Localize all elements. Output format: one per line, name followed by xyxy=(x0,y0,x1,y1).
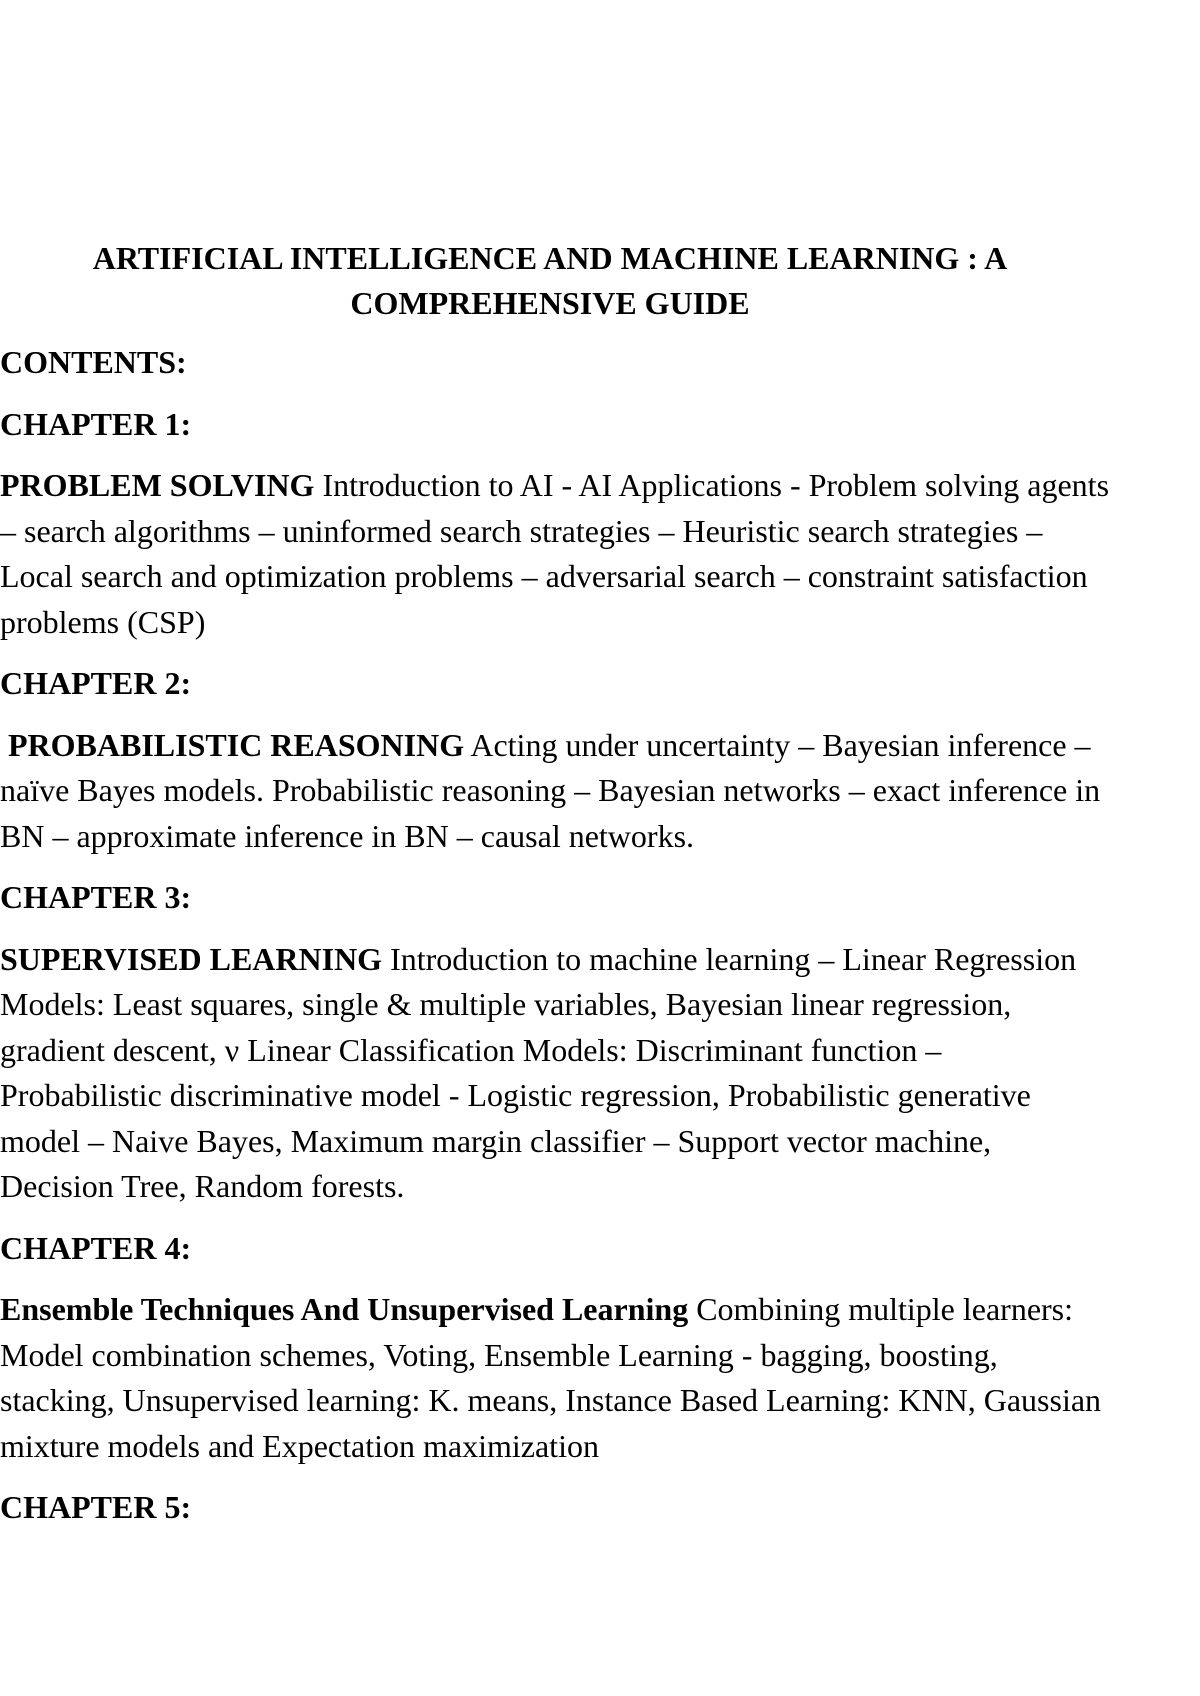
chapter-1-summary xyxy=(0,463,1110,645)
chapter-1-description: Introduction to AI - AI Applications - Problem solving agents – search algorithms – uninformed search strategies – Heuristic search strategies – Local search and optimization problems – adversarial search – constraint satisfaction problems (CSP) xyxy=(0,467,1110,640)
chapter-2-summary xyxy=(0,723,1110,860)
chapter-2-label: CHAPTER 2: xyxy=(0,665,192,701)
contents-label: CONTENTS: xyxy=(0,344,187,380)
chapter-1-label: CHAPTER 1: xyxy=(0,405,192,442)
chapter-4-label: CHAPTER 4: xyxy=(0,1229,192,1266)
document-title: ARTIFICIAL INTELLIGENCE AND MACHINE LEARNING : A COMPREHENSIVE GUIDE xyxy=(92,240,1008,321)
chapter-1-title: PROBLEM SOLVING xyxy=(0,467,315,503)
chapter-5-label: CHAPTER 5: xyxy=(0,1489,192,1525)
table-of-contents xyxy=(0,340,1110,1547)
chapter-2-description: Acting under uncertainty – Bayesian inference – naïve Bayes models. Probabilistic reasoning – Bayesian networks – exact inference in BN – approximate inference in BN – causal networks. xyxy=(0,726,1101,854)
chapter-4-title: Ensemble Techniques And Unsupervised Learning xyxy=(0,1291,689,1327)
chapter-2-title: PROBABILISTIC REASONING xyxy=(8,726,465,763)
chapter-3-description: Introduction to machine learning – Linear Regression Models: Least squares, single & multiple variables, Bayesian linear regression, gradient descent, ν Linear Classification Models: Discriminant function – Probabilistic discriminative model - Logistic regression, Probabilistic generative model – Naive Bayes, Maximum margin classifier – Support vector machine, Decision Tree, Random forests. xyxy=(0,940,1077,1204)
chapter-3-summary xyxy=(0,937,1110,1210)
chapter-4-description: Combining multiple learners: Model combination schemes, Voting, Ensemble Learning - bagging, boosting, stacking, Unsupervised learning: K. means, Instance Based Learning: KNN, Gaussian mixture models and Expectation maximization xyxy=(0,1291,1102,1464)
chapter-4-summary xyxy=(0,1287,1110,1469)
chapter-3-title: SUPERVISED LEARNING xyxy=(0,940,383,977)
chapter-3-label: CHAPTER 3: xyxy=(0,879,192,915)
